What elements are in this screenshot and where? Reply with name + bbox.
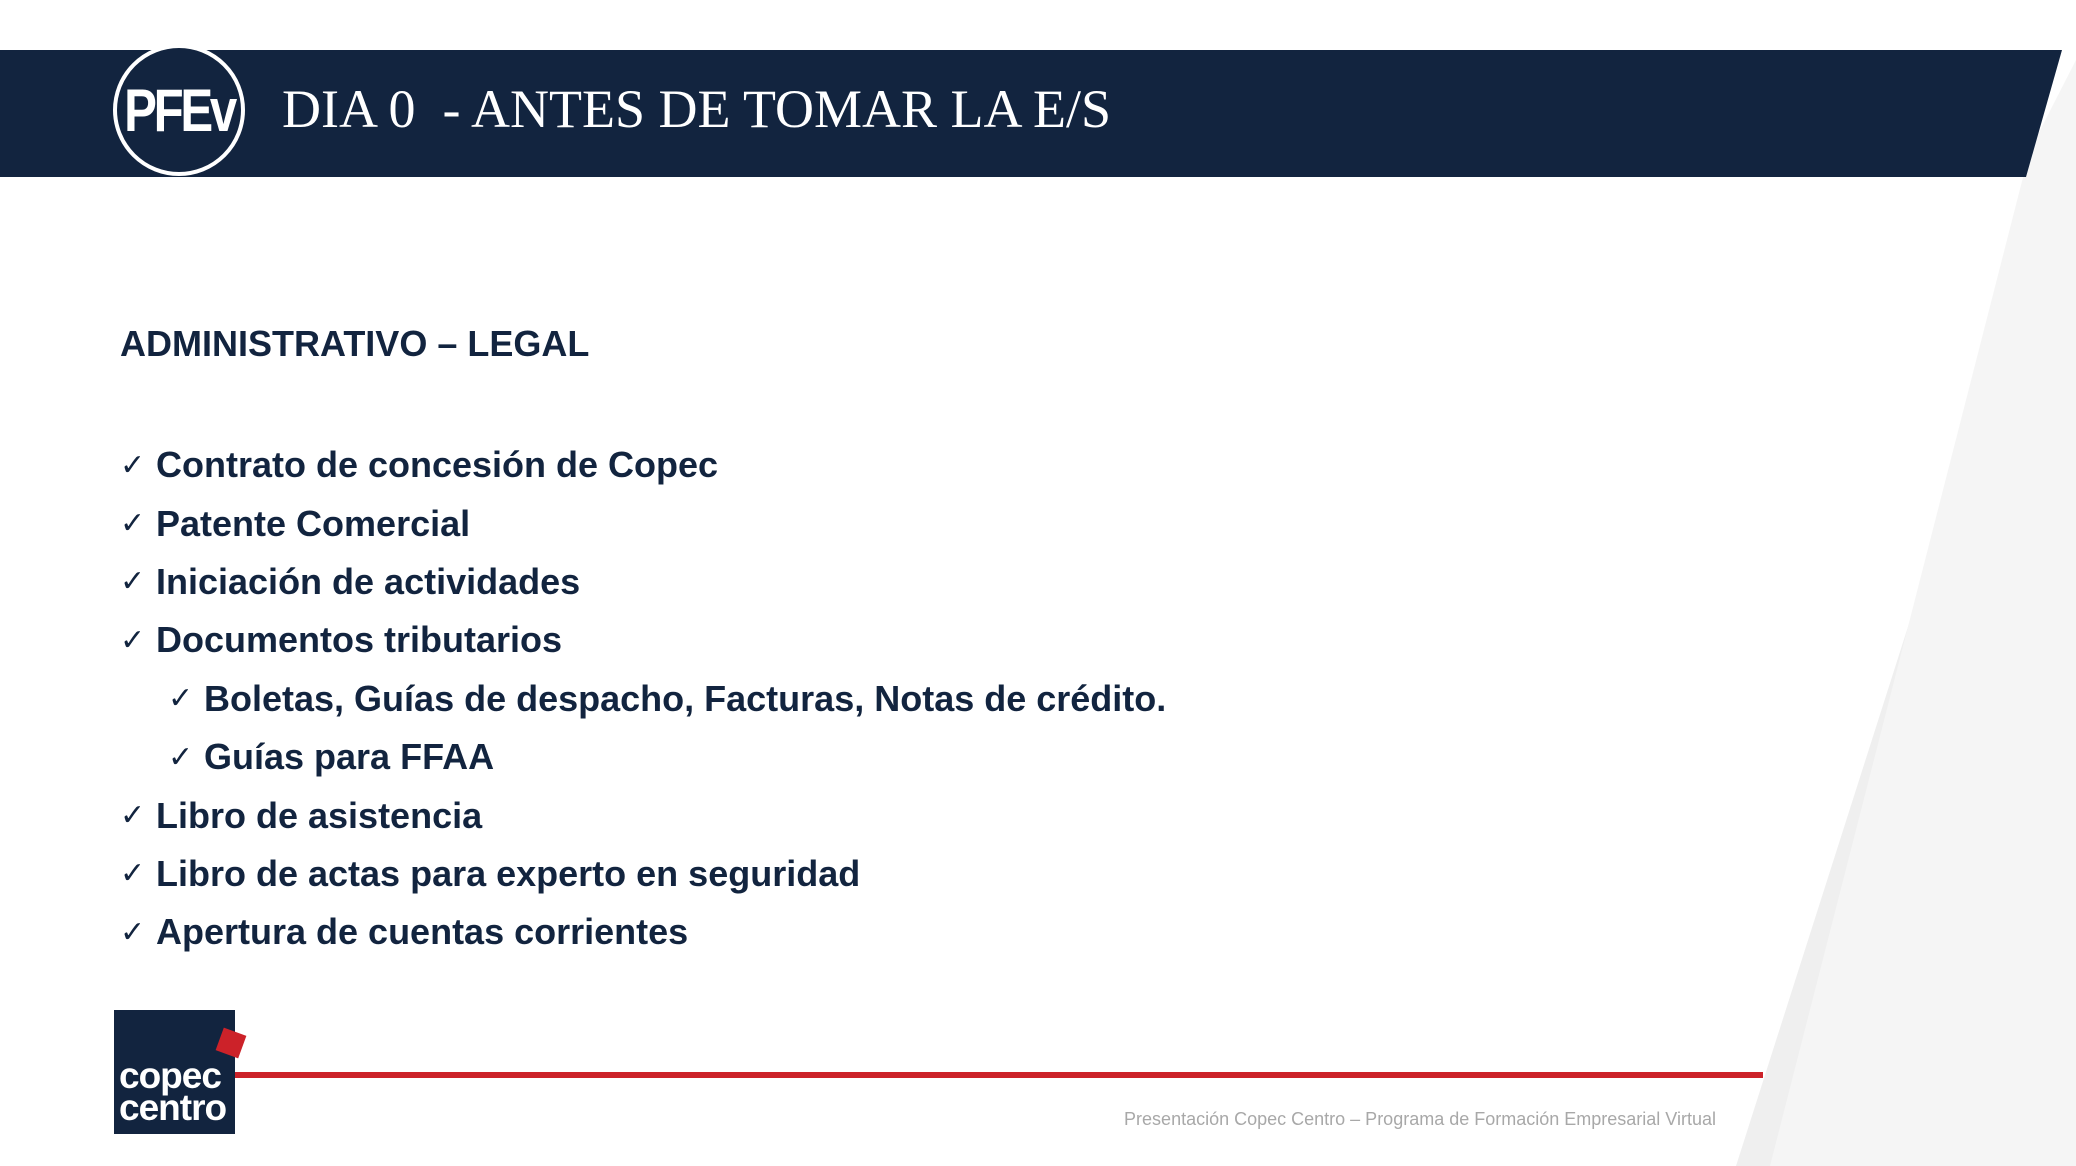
checklist-item-label: Libro de actas para experto en seguridad xyxy=(156,852,861,894)
check-icon: ✓ xyxy=(120,447,146,483)
right-light-panel xyxy=(1770,60,2076,1166)
checklist-item-label: Iniciación de actividades xyxy=(156,560,581,602)
checklist-item xyxy=(120,786,1166,844)
checklist-item xyxy=(120,670,1166,728)
checklist-item xyxy=(120,611,1166,669)
check-icon: ✓ xyxy=(168,681,194,717)
slide-title: DIA 0 - ANTES DE TOMAR LA E/S xyxy=(282,79,1112,139)
checklist-item-label: Boletas, Guías de despacho, Facturas, Notas de crédito. xyxy=(204,677,1167,719)
checklist-item xyxy=(120,553,1166,611)
checklist-item-label: Contrato de concesión de Copec xyxy=(156,444,719,486)
checklist-item xyxy=(120,845,1166,903)
check-icon: ✓ xyxy=(120,856,146,892)
footer-divider xyxy=(235,1072,1763,1078)
copec-centro-logo xyxy=(114,1010,235,1134)
check-icon: ✓ xyxy=(120,914,146,950)
check-icon: ✓ xyxy=(120,506,146,542)
requirements-checklist xyxy=(120,436,1166,962)
check-icon: ✓ xyxy=(168,739,194,775)
checklist-item xyxy=(120,728,1166,786)
check-icon: ✓ xyxy=(120,622,146,658)
pfev-logo-text: PFEv xyxy=(124,76,234,144)
checklist-item-label: Patente Comercial xyxy=(156,502,471,544)
checklist-item xyxy=(120,494,1166,552)
checklist-item-label: Apertura de cuentas corrientes xyxy=(156,911,689,953)
copec-logo-line2: centro xyxy=(119,1087,227,1128)
check-icon: ✓ xyxy=(120,798,146,834)
copec-logo-line1: copec xyxy=(119,1055,221,1096)
checklist-item-label: Libro de asistencia xyxy=(156,794,483,836)
footer-caption: Presentación Copec Centro – Programa de Formación Empresarial Virtual xyxy=(1124,1109,1716,1129)
checklist-item-label: Documentos tributarios xyxy=(156,619,563,661)
check-icon: ✓ xyxy=(120,564,146,600)
checklist-item xyxy=(120,436,1166,494)
checklist-item xyxy=(120,903,1166,961)
pfev-logo xyxy=(113,44,245,176)
checklist-item-label: Guías para FFAA xyxy=(204,736,495,778)
section-heading: ADMINISTRATIVO – LEGAL xyxy=(120,323,590,364)
